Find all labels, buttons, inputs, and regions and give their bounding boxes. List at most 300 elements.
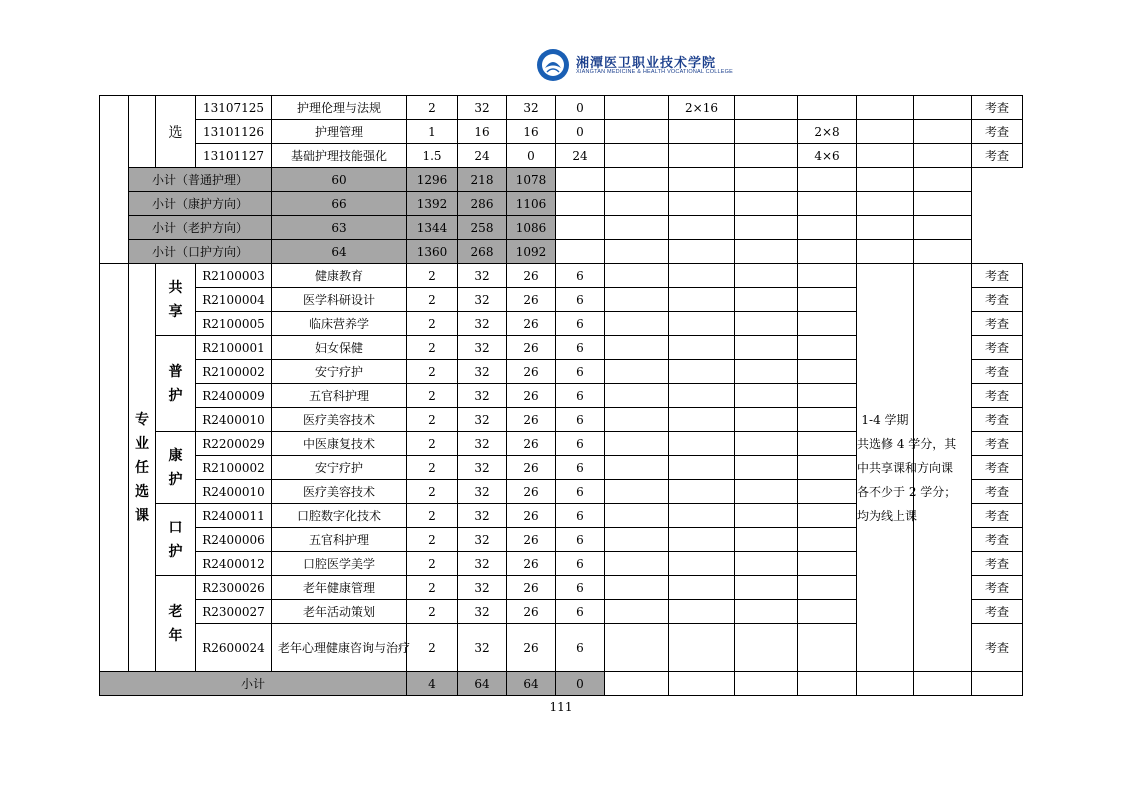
practice-hours: 6 — [556, 528, 605, 552]
total-hours: 32 — [458, 384, 507, 408]
table-row — [100, 120, 1023, 144]
semester-cell — [735, 576, 798, 600]
semester-cell — [798, 384, 857, 408]
semester-cell — [669, 312, 735, 336]
semester-cell — [735, 360, 798, 384]
practice-hours: 6 — [556, 312, 605, 336]
exam-type: 考查 — [972, 504, 1023, 528]
theory-hours: 26 — [507, 432, 556, 456]
semester-cell — [669, 432, 735, 456]
elective-group-label-char: 护 — [168, 543, 183, 560]
subtotal-theory-hours: 286 — [458, 192, 507, 216]
credits: 1 — [407, 120, 458, 144]
course-name: 安宁疗护 — [272, 360, 407, 384]
curriculum-table — [99, 95, 1023, 696]
empty-cell — [669, 192, 735, 216]
empty-cell — [605, 672, 669, 696]
total-hours: 16 — [458, 120, 507, 144]
semester-cell — [605, 384, 669, 408]
course-name: 医疗美容技术 — [272, 480, 407, 504]
empty-cell — [857, 216, 914, 240]
semester-cell — [605, 360, 669, 384]
school-logo — [536, 48, 736, 84]
school-name-english: XIANGTAN MEDICINE & HEALTH VOCATIONAL COLLEGE — [576, 69, 734, 75]
practice-hours: 6 — [556, 576, 605, 600]
course-code: R2300026 — [196, 576, 272, 600]
semester-5 — [857, 120, 914, 144]
credits: 2 — [407, 360, 458, 384]
credits: 2 — [407, 288, 458, 312]
elective-group-label-char: 护 — [168, 387, 183, 404]
theory-hours: 26 — [507, 576, 556, 600]
course-name: 口腔医学美学 — [272, 552, 407, 576]
empty-cell — [857, 192, 914, 216]
semester-cell — [798, 288, 857, 312]
semester-cell — [798, 360, 857, 384]
subtotal-credits: 60 — [272, 168, 407, 192]
exam-type: 考查 — [972, 552, 1023, 576]
theory-hours: 26 — [507, 336, 556, 360]
semester-4: 2×8 — [798, 120, 857, 144]
elective-note-line: 共选修 4 学分，其 — [857, 436, 957, 451]
semester-cell — [735, 336, 798, 360]
semester-2 — [669, 144, 735, 168]
course-code: 13101126 — [196, 120, 272, 144]
practice-hours: 6 — [556, 360, 605, 384]
credits: 2 — [407, 384, 458, 408]
semester-cell — [735, 432, 798, 456]
elective-note-line: 均为线上课 — [857, 508, 918, 523]
semester-cell — [605, 624, 669, 672]
exam-type: 考查 — [972, 432, 1023, 456]
semester-cell — [669, 528, 735, 552]
total-hours: 32 — [458, 624, 507, 672]
course-name: 中医康复技术 — [272, 432, 407, 456]
subtotal-practice-hours: 1092 — [507, 240, 556, 264]
empty-cell — [735, 192, 798, 216]
semester-cell — [605, 600, 669, 624]
course-name: 护理管理 — [272, 120, 407, 144]
table-row — [100, 144, 1023, 168]
semester-cell — [605, 312, 669, 336]
semester-cell — [735, 288, 798, 312]
practice-hours: 6 — [556, 408, 605, 432]
exam-type: 考查 — [972, 456, 1023, 480]
course-name: 五官科护理 — [272, 528, 407, 552]
exam-type: 考查 — [972, 336, 1023, 360]
semester-cell — [605, 288, 669, 312]
empty-cell — [735, 168, 798, 192]
empty-cell — [605, 216, 669, 240]
empty-cell — [914, 192, 972, 216]
total-hours: 24 — [458, 144, 507, 168]
course-name: 妇女保健 — [272, 336, 407, 360]
semester-cell — [669, 576, 735, 600]
theory-hours: 0 — [507, 144, 556, 168]
course-name: 老年健康管理 — [272, 576, 407, 600]
elective-group-label-char: 口 — [168, 519, 183, 536]
semester-cell — [735, 408, 798, 432]
theory-hours: 32 — [507, 96, 556, 120]
empty-cell — [669, 240, 735, 264]
theory-hours: 16 — [507, 120, 556, 144]
course-name: 安宁疗护 — [272, 456, 407, 480]
total-hours: 32 — [458, 408, 507, 432]
total-hours: 32 — [458, 96, 507, 120]
semester-cell — [798, 408, 857, 432]
empty-cell — [556, 192, 605, 216]
subtotal-total-hours: 1344 — [407, 216, 458, 240]
semester-cell — [735, 384, 798, 408]
semester-cell — [669, 288, 735, 312]
empty-cell — [669, 216, 735, 240]
semester-cell — [605, 528, 669, 552]
total-hours: 32 — [458, 480, 507, 504]
practice-hours: 6 — [556, 288, 605, 312]
semester-cell — [735, 624, 798, 672]
empty-cell — [556, 168, 605, 192]
credits: 2 — [407, 576, 458, 600]
course-code: R2400011 — [196, 504, 272, 528]
category-cell — [100, 96, 129, 264]
semester-2 — [669, 120, 735, 144]
total-hours: 32 — [458, 288, 507, 312]
elective-group-label-char: 年 — [168, 627, 183, 644]
semester-cell — [605, 552, 669, 576]
empty-cell — [914, 168, 972, 192]
course-code: R2100004 — [196, 288, 272, 312]
theory-hours: 26 — [507, 360, 556, 384]
elective-group-label-char: 共 — [168, 279, 183, 296]
semester-cell — [798, 336, 857, 360]
subtotal-label: 小计（普通护理） — [129, 168, 272, 192]
course-name: 基础护理技能强化 — [272, 144, 407, 168]
course-code: R2100001 — [196, 336, 272, 360]
course-name: 老年活动策划 — [272, 600, 407, 624]
semester-4 — [798, 96, 857, 120]
semester-cell — [669, 480, 735, 504]
elective-group-label — [156, 444, 195, 492]
exam-type: 考查 — [972, 360, 1023, 384]
exam-type: 考查 — [972, 264, 1023, 288]
semester-cell — [669, 600, 735, 624]
empty-cell — [669, 168, 735, 192]
elective-category-label — [129, 408, 155, 528]
semester-5 — [857, 144, 914, 168]
semester-6 — [914, 96, 972, 120]
subtotal-credits: 64 — [272, 240, 407, 264]
semester-cell — [605, 576, 669, 600]
course-code: 13101127 — [196, 144, 272, 168]
semester-cell — [798, 576, 857, 600]
empty-cell — [556, 216, 605, 240]
theory-hours: 26 — [507, 312, 556, 336]
subtotal-theory-hours: 218 — [458, 168, 507, 192]
semester-cell — [735, 552, 798, 576]
semester-cell — [798, 480, 857, 504]
semester-cell — [735, 504, 798, 528]
elective-category-label-char: 课 — [135, 507, 149, 524]
subtotal-label: 小计（口护方向） — [129, 240, 272, 264]
total-hours: 32 — [458, 360, 507, 384]
course-name: 五官科护理 — [272, 384, 407, 408]
exam-type: 考查 — [972, 144, 1023, 168]
semester-cell — [605, 264, 669, 288]
empty-cell — [914, 672, 972, 696]
semester-cell — [798, 624, 857, 672]
exam-type: 考查 — [972, 288, 1023, 312]
semester-4: 4×6 — [798, 144, 857, 168]
semester-cell — [605, 408, 669, 432]
course-code: R2100005 — [196, 312, 272, 336]
theory-hours: 26 — [507, 456, 556, 480]
total-hours: 32 — [458, 336, 507, 360]
elective-group-label-char: 护 — [168, 471, 183, 488]
theory-hours: 26 — [507, 264, 556, 288]
elective-note-line: 1-4 学期 — [861, 412, 909, 427]
empty-cell — [669, 672, 735, 696]
group-label: 选 — [156, 96, 196, 168]
semester-cell — [669, 360, 735, 384]
semester-cell — [798, 456, 857, 480]
course-name: 老年心理健康咨询与治疗 — [272, 624, 407, 672]
total-hours: 32 — [458, 456, 507, 480]
subtotal-theory-hours: 258 — [458, 216, 507, 240]
subtotal-practice-hours: 1106 — [507, 192, 556, 216]
course-name: 口腔数字化技术 — [272, 504, 407, 528]
empty-cell — [605, 240, 669, 264]
semester-6 — [914, 120, 972, 144]
course-code: R2400009 — [196, 384, 272, 408]
credits: 2 — [407, 552, 458, 576]
credits: 2 — [407, 408, 458, 432]
semester-cell — [669, 624, 735, 672]
credits: 2 — [407, 264, 458, 288]
practice-hours: 6 — [556, 336, 605, 360]
semester-3 — [735, 96, 798, 120]
semester-cell — [798, 264, 857, 288]
theory-hours: 26 — [507, 384, 556, 408]
semester-cell — [669, 504, 735, 528]
semester-3 — [735, 144, 798, 168]
total-hours: 32 — [458, 504, 507, 528]
semester-cell — [798, 552, 857, 576]
practice-hours: 6 — [556, 432, 605, 456]
exam-type: 考查 — [972, 312, 1023, 336]
semester-cell — [605, 336, 669, 360]
subtotal-practice-hours: 1086 — [507, 216, 556, 240]
empty-cell — [798, 240, 857, 264]
exam-type: 考查 — [972, 624, 1023, 672]
elective-group-label — [156, 516, 195, 564]
semester-cell — [798, 600, 857, 624]
empty-cell — [735, 240, 798, 264]
semester-cell — [798, 504, 857, 528]
semester-3 — [735, 120, 798, 144]
course-name: 临床营养学 — [272, 312, 407, 336]
semester-cell — [605, 432, 669, 456]
total-hours: 32 — [458, 312, 507, 336]
semester-cell — [605, 456, 669, 480]
semester-1 — [605, 96, 669, 120]
semester-cell — [735, 480, 798, 504]
semester-1 — [605, 120, 669, 144]
course-code: R2100002 — [196, 456, 272, 480]
empty-cell — [857, 240, 914, 264]
practice-hours: 6 — [556, 480, 605, 504]
practice-hours: 6 — [556, 624, 605, 672]
subtotal-label: 小计（康护方向） — [129, 192, 272, 216]
elective-group-label-char: 老 — [168, 603, 183, 620]
semester-cell — [669, 384, 735, 408]
subcategory-cell — [129, 96, 156, 168]
course-code: R2100003 — [196, 264, 272, 288]
empty-cell — [798, 192, 857, 216]
practice-hours: 6 — [556, 600, 605, 624]
elective-group — [156, 264, 196, 336]
subtotal-row — [100, 216, 1023, 240]
course-code: R2400012 — [196, 552, 272, 576]
semester-cell — [605, 504, 669, 528]
semester-cell — [798, 312, 857, 336]
subtotal-credits: 66 — [272, 192, 407, 216]
elective-category — [129, 264, 156, 672]
semester-cell — [735, 264, 798, 288]
elective-group-label — [156, 600, 195, 648]
credits: 2 — [407, 528, 458, 552]
elective-category-label-char: 业 — [135, 435, 149, 452]
page-number: 111 — [549, 700, 573, 714]
semester-cell — [798, 432, 857, 456]
practice-hours: 6 — [556, 264, 605, 288]
theory-hours: 26 — [507, 504, 556, 528]
semester-cell — [669, 336, 735, 360]
credits: 2 — [407, 432, 458, 456]
left-margin-cell — [100, 264, 129, 672]
subtotal-label: 小计（老护方向） — [129, 216, 272, 240]
course-code: R2300027 — [196, 600, 272, 624]
subtotal-row — [100, 168, 1023, 192]
subtotal-row — [100, 240, 1023, 264]
practice-hours: 6 — [556, 384, 605, 408]
semester-5 — [857, 96, 914, 120]
total-hours: 32 — [458, 600, 507, 624]
table-row — [100, 96, 1023, 120]
empty-cell — [735, 216, 798, 240]
elective-group — [156, 336, 196, 432]
elective-row — [100, 264, 1023, 288]
elective-category-label-char: 专 — [135, 411, 149, 428]
exam-type: 考查 — [972, 528, 1023, 552]
credits: 2 — [407, 336, 458, 360]
credits: 2 — [407, 312, 458, 336]
subtotal-total-hours: 64 — [458, 672, 507, 696]
course-name: 医学科研设计 — [272, 288, 407, 312]
exam-type: 考查 — [972, 576, 1023, 600]
semester-cell — [669, 456, 735, 480]
semester-cell — [669, 408, 735, 432]
semester-cell — [605, 480, 669, 504]
subtotal-row — [100, 672, 1023, 696]
total-hours: 32 — [458, 528, 507, 552]
practice-hours: 0 — [556, 96, 605, 120]
semester-cell — [735, 312, 798, 336]
exam-type: 考查 — [972, 408, 1023, 432]
exam-type: 考查 — [972, 384, 1023, 408]
practice-hours: 6 — [556, 552, 605, 576]
subtotal-row — [100, 192, 1023, 216]
empty-cell — [798, 168, 857, 192]
course-code: R2100002 — [196, 360, 272, 384]
theory-hours: 26 — [507, 288, 556, 312]
practice-hours: 0 — [556, 120, 605, 144]
practice-hours: 6 — [556, 456, 605, 480]
semester-6 — [914, 144, 972, 168]
course-code: R2200029 — [196, 432, 272, 456]
subtotal-total-hours: 1392 — [407, 192, 458, 216]
elective-group-label — [156, 360, 195, 408]
elective-group — [156, 576, 196, 672]
empty-cell — [914, 216, 972, 240]
subtotal-credits: 4 — [407, 672, 458, 696]
course-code: R2400010 — [196, 480, 272, 504]
empty-cell — [605, 192, 669, 216]
elective-category-label-char: 任 — [135, 459, 149, 476]
credits: 2 — [407, 456, 458, 480]
credits: 1.5 — [407, 144, 458, 168]
subtotal-theory-hours: 64 — [507, 672, 556, 696]
semester-cell — [669, 264, 735, 288]
empty-cell — [857, 672, 914, 696]
subtotal-total-hours: 1296 — [407, 168, 458, 192]
elective-category-label-char: 选 — [135, 483, 149, 500]
theory-hours: 26 — [507, 480, 556, 504]
theory-hours: 26 — [507, 408, 556, 432]
semester-cell — [735, 456, 798, 480]
course-code: R2600024 — [196, 624, 272, 672]
theory-hours: 26 — [507, 624, 556, 672]
empty-cell — [556, 240, 605, 264]
empty-cell — [798, 216, 857, 240]
elective-group — [156, 504, 196, 576]
empty-cell — [972, 672, 1023, 696]
exam-type: 考查 — [972, 480, 1023, 504]
exam-type: 考查 — [972, 96, 1023, 120]
subtotal-credits: 63 — [272, 216, 407, 240]
school-name: 湘潭医卫职业技术学院 — [576, 56, 717, 71]
school-emblem-icon — [536, 48, 570, 82]
subtotal-practice-hours: 0 — [556, 672, 605, 696]
empty-cell — [857, 168, 914, 192]
theory-hours: 26 — [507, 552, 556, 576]
empty-cell — [605, 168, 669, 192]
practice-hours: 24 — [556, 144, 605, 168]
total-hours: 32 — [458, 432, 507, 456]
credits: 2 — [407, 480, 458, 504]
elective-group-label — [156, 276, 195, 324]
exam-type: 考查 — [972, 120, 1023, 144]
course-name: 护理伦理与法规 — [272, 96, 407, 120]
semester-cell — [798, 528, 857, 552]
total-hours: 32 — [458, 552, 507, 576]
empty-cell — [735, 672, 798, 696]
subtotal-label: 小计 — [100, 672, 407, 696]
total-hours: 32 — [458, 264, 507, 288]
semester-1 — [605, 144, 669, 168]
elective-group-label-char: 享 — [168, 303, 183, 320]
empty-cell — [914, 240, 972, 264]
elective-group-label-char: 普 — [168, 363, 183, 380]
